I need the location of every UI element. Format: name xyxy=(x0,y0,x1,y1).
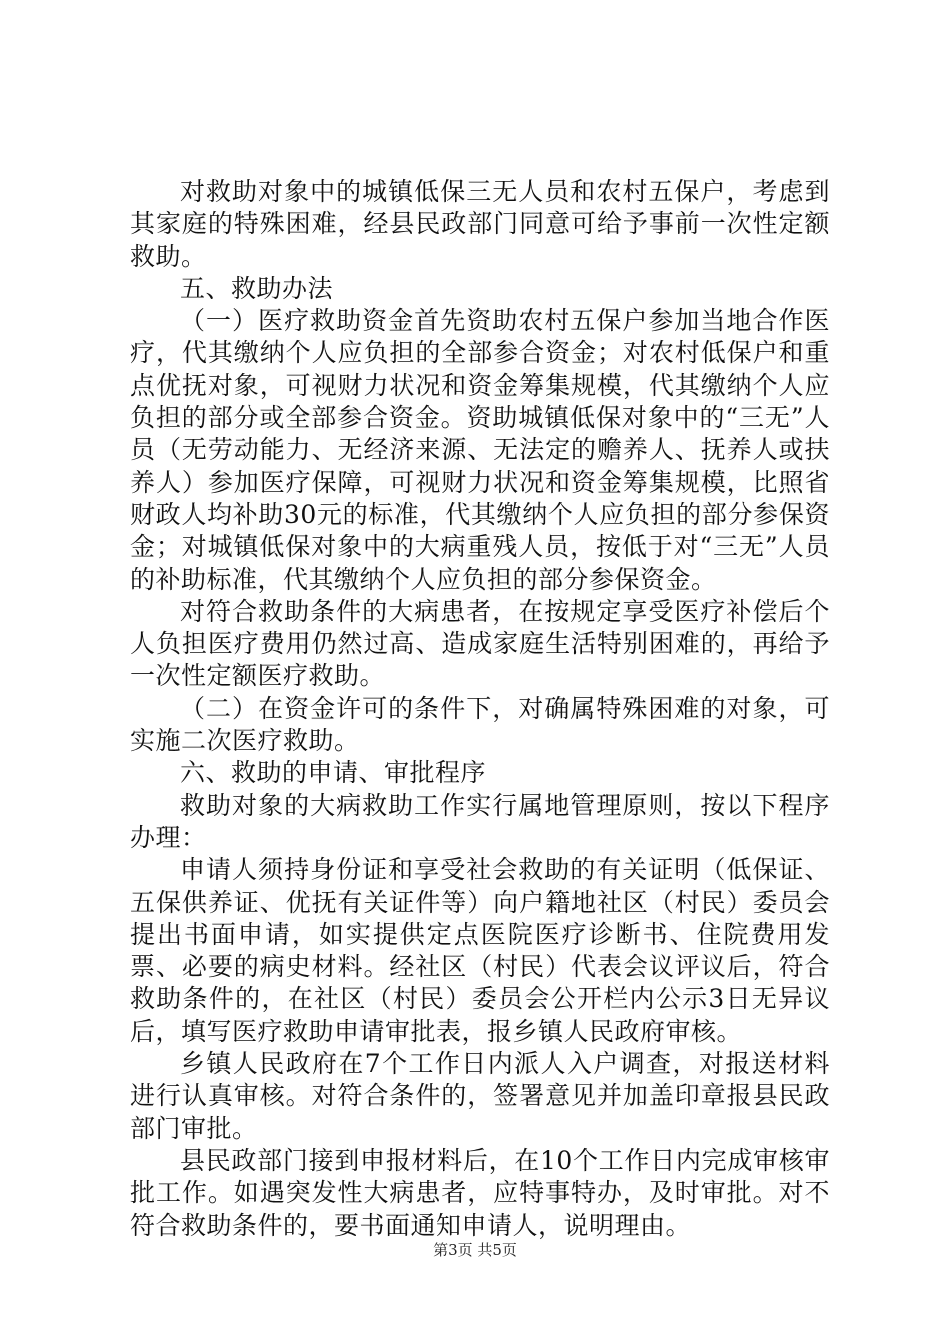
paragraph-application: 申请人须持身份证和享受社会救助的有关证明（低保证、五保供养证、优抚有关证件等）向户籍地社区（村民）委员会提出书面申请，如实提供定点医院医疗诊断书、住院费用发票、必要的病史材料。经社区（村民）代表会议评议后，符合救助条件的，在社区（村民）委员会公开栏内公示3日无异议后，填写医疗救助申请审批表，报乡镇人民政府审核。 xyxy=(130,855,830,1046)
section-heading-procedure: 六、救助的申请、审批程序 xyxy=(180,758,487,788)
paragraph-method-one: （一）医疗救助资金首先资助农村五保户参加当地合作医疗，代其缴纳个人应负担的全部参合资金；对农村低保户和重点优抚对象，可视财力状况和资金筹集规模，代其缴纳个人应负担的部分或全部参合资金。资助城镇低保对象中的“三无”人员（无劳动能力、无经济来源、无法定的赡养人、抚养人或扶养人）参加医疗保障，可视财力状况和资金筹集规模，比照省财政人均补助30元的标准，代其缴纳个人应负担的部分参保资金；对城镇低保对象中的大病重残人员，按低于对“三无”人员的补助标准，代其缴纳个人应负担的部分参保资金。 xyxy=(130,306,830,594)
paragraph-pre-approval-aid: 对救助对象中的城镇低保三无人员和农村五保户，考虑到其家庭的特殊困难，经县民政部门同意可给予事前一次性定额救助。 xyxy=(130,177,830,271)
paragraph-township-review: 乡镇人民政府在7个工作日内派人入户调查，对报送材料进行认真审核。对符合条件的，签署意见并加盖印章报县民政部门审批。 xyxy=(130,1049,830,1143)
section-heading-methods: 五、救助办法 xyxy=(180,273,334,303)
paragraph-county-approval: 县民政部门接到申报材料后，在10个工作日内完成审核审批工作。如遇突发性大病患者，应特事特办，及时审批。对不符合救助条件的，要书面通知申请人，说明理由。 xyxy=(130,1145,830,1240)
page-number-footer: 第3页 共5页 xyxy=(433,1241,517,1259)
document-body xyxy=(130,176,830,1242)
paragraph-method-two: （二）在资金许可的条件下，对确属特殊困难的对象，可实施二次医疗救助。 xyxy=(130,693,830,756)
paragraph-serious-illness-aid: 对符合救助条件的大病患者，在按规定享受医疗补偿后个人负担医疗费用仍然过高、造成家庭生活特别困难的，再给予一次性定额医疗救助。 xyxy=(130,596,830,691)
paragraph-procedure-intro: 救助对象的大病救助工作实行属地管理原则，按以下程序办理： xyxy=(130,790,830,852)
